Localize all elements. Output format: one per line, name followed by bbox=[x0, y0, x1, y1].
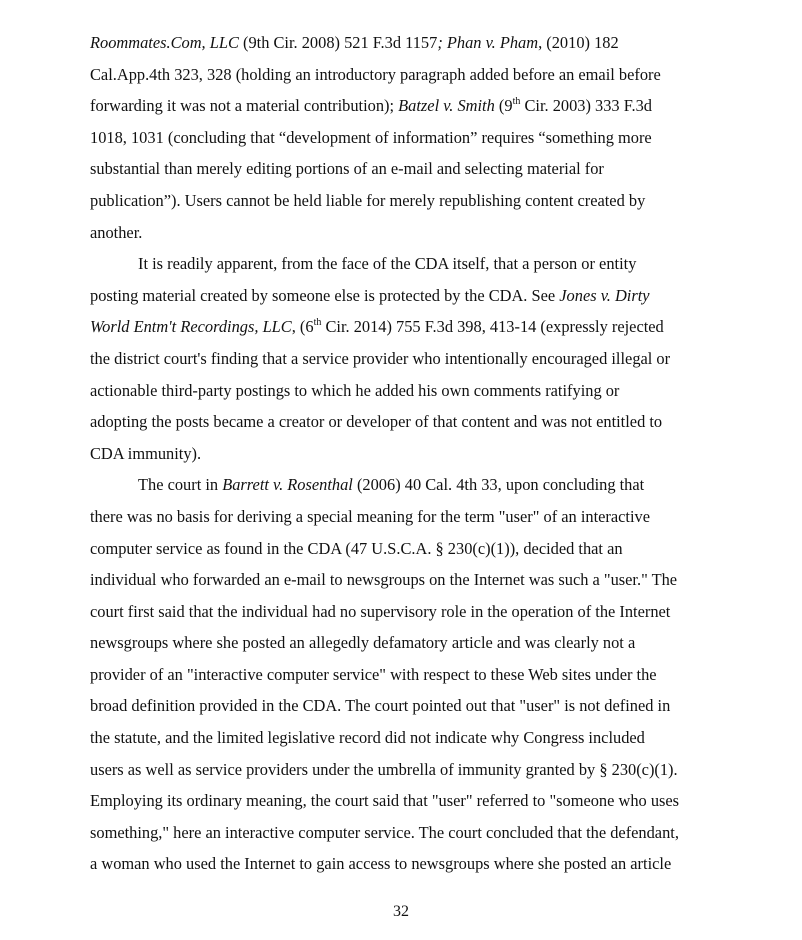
text-segment: actionable third-party postings to which he added his own comments ratifying or bbox=[90, 380, 620, 400]
text-segment: newsgroups where she posted an allegedly defamatory article and was clearly not a bbox=[90, 633, 636, 653]
text-segment: broad definition provided in the CDA. The court pointed out that "user" is not defined in bbox=[90, 696, 671, 716]
superscript-text: th bbox=[313, 316, 322, 328]
text-segment: The court in bbox=[138, 475, 223, 495]
text-segment: the statute, and the limited legislative record did not indicate why Congress included bbox=[90, 728, 645, 748]
text-line bbox=[90, 311, 720, 343]
text-segment: there was no basis for deriving a special meaning for the term "user" of an interactive bbox=[90, 506, 650, 526]
text-line bbox=[90, 248, 720, 280]
case-citation-text: World Entm't Recordings, LLC bbox=[90, 317, 292, 337]
text-segment: (9th Cir. 2008) 521 F.3d 1157 bbox=[238, 33, 438, 52]
text-segment: Cir. 2014) 755 F.3d 398, 413-14 (expressly rejected bbox=[321, 317, 664, 337]
text-line bbox=[90, 627, 720, 659]
text-segment: something," here an interactive computer service. The court concluded that the defendant, bbox=[90, 822, 679, 842]
text-segment: (2006) 40 Cal. 4th 33, upon concluding that bbox=[352, 475, 645, 495]
text-line bbox=[90, 754, 720, 786]
text-line bbox=[90, 501, 720, 533]
text-line bbox=[90, 469, 720, 501]
text-segment: individual who forwarded an e-mail to newsgroups on the Internet was such a "user." The bbox=[90, 570, 678, 590]
text-line bbox=[90, 185, 720, 217]
text-segment: , (2010) 182 bbox=[538, 33, 619, 52]
text-line bbox=[90, 90, 720, 122]
text-line bbox=[90, 564, 720, 596]
case-citation-text: Jones v. Dirty bbox=[559, 285, 650, 305]
text-line bbox=[90, 690, 720, 722]
text-segment: forwarding it was not a material contribution); bbox=[90, 96, 399, 116]
text-segment: the district court's finding that a service provider who intentionally encouraged illegal or bbox=[90, 348, 671, 368]
text-segment: provider of an "interactive computer service" with respect to these Web sites under the bbox=[90, 664, 657, 684]
text-line bbox=[90, 153, 720, 185]
text-segment: publication”). Users cannot be held liable for merely republishing content created by bbox=[90, 190, 646, 210]
text-segment: a woman who used the Internet to gain access to newsgroups where she posted an article bbox=[90, 854, 672, 874]
case-citation-text: ; Phan v. Pham bbox=[437, 33, 539, 52]
text-segment: Cal.App.4th 323, 328 (holding an introductory paragraph added before an email before bbox=[90, 64, 661, 84]
text-segment: substantial than merely editing portions of an e-mail and selecting material for bbox=[90, 159, 604, 179]
text-line bbox=[90, 122, 720, 154]
text-line bbox=[90, 722, 720, 754]
text-segment: Employing its ordinary meaning, the court said that "user" referred to "someone who uses bbox=[90, 791, 680, 811]
text-segment: CDA immunity). bbox=[90, 443, 202, 463]
page-number: 32 bbox=[393, 903, 409, 920]
text-line bbox=[90, 27, 720, 59]
text-segment: users as well as service providers under the umbrella of immunity granted by § 230(c)(1). bbox=[90, 759, 678, 779]
text-segment: , (6 bbox=[291, 317, 314, 337]
text-segment: 1018, 1031 (concluding that “development of information” requires “something more bbox=[90, 127, 652, 147]
case-citation-text: Roommates.Com, LLC bbox=[90, 33, 239, 52]
text-line bbox=[90, 375, 720, 407]
text-segment: posting material created by someone else is protected by the CDA. See bbox=[90, 285, 560, 305]
document-body bbox=[90, 27, 720, 880]
case-citation-text: Barrett v. Rosenthal bbox=[222, 475, 353, 495]
text-line bbox=[90, 406, 720, 438]
text-line bbox=[90, 438, 720, 470]
text-segment: (9 bbox=[494, 96, 513, 116]
text-line bbox=[90, 848, 720, 880]
text-segment: Cir. 2003) 333 F.3d bbox=[520, 96, 653, 116]
case-citation-text: Batzel v. Smith bbox=[398, 96, 495, 116]
text-segment: another. bbox=[90, 222, 143, 242]
text-line bbox=[90, 59, 720, 91]
text-line bbox=[90, 533, 720, 565]
text-segment: computer service as found in the CDA (47 U.S.C.A. § 230(c)(1)), decided that an bbox=[90, 538, 623, 558]
text-line bbox=[90, 785, 720, 817]
text-line bbox=[90, 217, 720, 249]
text-segment: court first said that the individual had no supervisory role in the operation of the Internet bbox=[90, 601, 671, 621]
text-segment: adopting the posts became a creator or developer of that content and was not entitled to bbox=[90, 412, 663, 432]
text-segment: It is readily apparent, from the face of the CDA itself, that a person or entity bbox=[138, 254, 637, 274]
text-line bbox=[90, 343, 720, 375]
text-line bbox=[90, 596, 720, 628]
superscript-text: th bbox=[512, 95, 521, 107]
text-line bbox=[90, 280, 720, 312]
text-line bbox=[90, 817, 720, 849]
text-line bbox=[90, 659, 720, 691]
